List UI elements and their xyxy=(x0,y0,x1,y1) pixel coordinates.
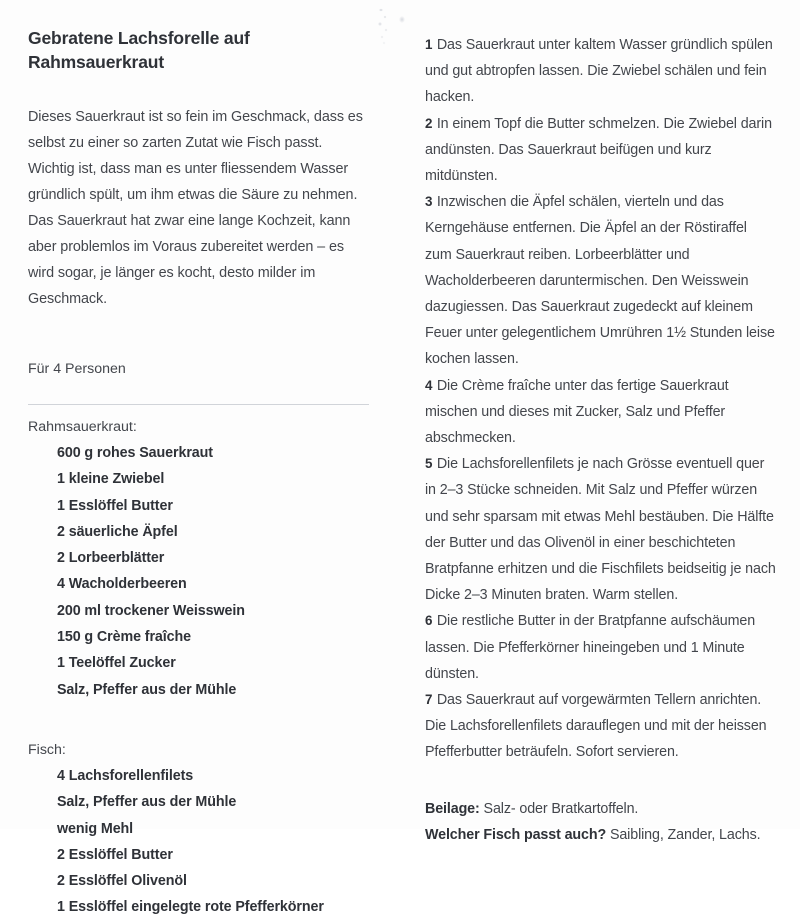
list-item: 4 Lachsforellenfilets xyxy=(57,767,194,784)
list-item: 600 g rohes Sauerkraut xyxy=(57,445,213,461)
note-label: Beilage: xyxy=(425,800,480,817)
ingredient-group-label: Fisch: xyxy=(28,741,66,758)
step-number: 2 xyxy=(425,115,433,131)
list-item: 1 kleine Zwiebel xyxy=(57,471,165,488)
scan-artifact-smudge xyxy=(376,6,392,46)
list-item: 200 ml trockener Weisswein xyxy=(57,602,245,619)
instruction-step xyxy=(425,451,777,608)
title-line-1: Gebratene Lachsforelle auf xyxy=(28,28,250,48)
list-item: 2 Lorbeerblätter xyxy=(57,550,165,567)
step-number: 1 xyxy=(425,37,433,52)
step-number: 6 xyxy=(425,613,433,629)
note-text: Salz- oder Bratkartoffeln. xyxy=(483,800,639,817)
list-item: Salz, Pfeffer aus der Mühle xyxy=(57,681,237,698)
list-item: 1 Esslöffel Butter xyxy=(57,497,173,514)
note-text: Saibling, Zander, Lachs. xyxy=(609,826,761,843)
step-text: Die Crème fraîche unter das fertige Sauerkraut mischen und dieses mit Zucker, Salz und Pfeffer abschmecken. xyxy=(425,377,729,447)
ingredient-list-sauerkraut xyxy=(28,440,368,703)
servings-text: Für 4 Personen xyxy=(28,361,126,377)
serving-notes xyxy=(425,796,777,848)
section-divider xyxy=(28,404,369,405)
note-label: Welcher Fisch passt auch? xyxy=(425,826,607,843)
page-title xyxy=(28,26,368,74)
list-item: wenig Mehl xyxy=(57,820,134,837)
note-beilage xyxy=(425,796,777,822)
step-text: Inzwischen die Äpfel schälen, vierteln und das Kerngehäuse entfernen. Die Äpfel an der Röstiraffel zum Sauerkraut reiben. Lorbeerblätter und Wacholderbeeren daruntermischen. Den Weisswein dazugiessen. Das Sauerkraut zugedeckt auf kleinem Feuer unter gelegentlichem Umrühren 1½ Stunden leise kochen lassen. xyxy=(425,194,775,368)
step-text: Das Sauerkraut auf vorgewärmten Tellern anrichten. Die Lachsforellenfilets darauflegen und mit der heissen Pfefferbutter beträufeln. Sofort servieren. xyxy=(425,692,767,761)
title-line-2: Rahmsauerkraut xyxy=(28,52,165,72)
list-item: 150 g Crème fraîche xyxy=(57,629,191,646)
ingredient-group-label: Rahmsauerkraut: xyxy=(28,419,137,435)
ingredient-list-fisch xyxy=(28,763,368,921)
list-item: 4 Wacholderbeeren xyxy=(57,576,187,593)
right-column xyxy=(425,32,777,848)
instruction-step xyxy=(425,373,777,452)
list-item: Salz, Pfeffer aus der Mühle xyxy=(57,794,237,811)
intro-paragraph: Dieses Sauerkraut ist so fein im Geschmack, dass es selbst zu einer so zarten Zutat wie Fisch passt. Wichtig ist, dass man es unter fliessendem Wasser gründlich spült, um ihm etwas die Säure zu nehmen. Das Sauerkraut hat zwar eine lange Kochzeit, kann aber problemlos im Voraus zubereitet werden – es wird sogar, je länger es kocht, desto milder im Geschmack. xyxy=(28,109,363,307)
instruction-step xyxy=(425,687,777,766)
step-text: In einem Topf die Butter schmelzen. Die Zwiebel darin andünsten. Das Sauerkraut beifügen und kurz mitdünsten. xyxy=(425,115,772,185)
list-item: 1 Teelöffel Zucker xyxy=(57,655,176,672)
instruction-step xyxy=(425,32,777,111)
step-number: 5 xyxy=(425,456,433,472)
step-number: 3 xyxy=(425,194,433,210)
left-column xyxy=(28,26,368,921)
step-number: 7 xyxy=(425,692,433,708)
list-item: 1 Esslöffel eingelegte rote Pfefferkörner xyxy=(57,899,324,916)
instruction-steps xyxy=(425,32,777,766)
instruction-step xyxy=(425,111,777,190)
step-text: Die Lachsforellenfilets je nach Grösse eventuell quer in 2–3 Stücke schneiden. Mit Salz und Pfeffer würzen und sehr sparsam mit etwas Mehl bestäuben. Die Hälfte der Butter und das Olivenöl in einer beschichteten Bratpfanne erhitzen und die Fischfilets beidseitig je nach Dicke 2–3 Minuten braten. Warm stellen. xyxy=(425,456,776,604)
note-alternative-fish xyxy=(425,822,777,848)
ingredient-group-sauerkraut xyxy=(28,414,368,703)
list-item: 2 säuerliche Äpfel xyxy=(57,523,178,540)
list-item: 2 Esslöffel Olivenöl xyxy=(57,873,187,890)
step-number: 4 xyxy=(425,377,433,393)
instruction-step xyxy=(425,608,777,687)
instruction-step xyxy=(425,189,777,372)
scan-artifact-speck xyxy=(399,16,405,23)
step-text: Die restliche Butter in der Bratpfanne aufschäumen lassen. Die Pfefferkörner hineingeben und 1 Minute dünsten. xyxy=(425,613,756,682)
step-text: Das Sauerkraut unter kaltem Wasser gründlich spülen und gut abtropfen lassen. Die Zwiebel schälen und fein hacken. xyxy=(425,37,773,106)
list-item: 2 Esslöffel Butter xyxy=(57,846,173,863)
